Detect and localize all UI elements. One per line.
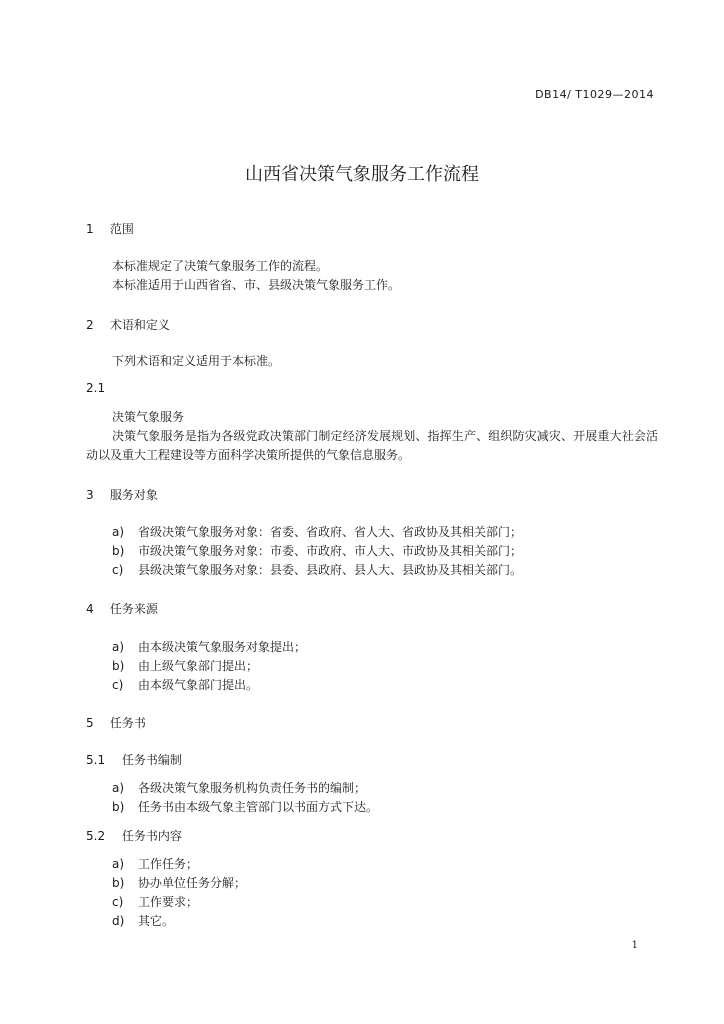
section-number: 5 <box>86 716 94 730</box>
section-5-heading <box>86 714 146 731</box>
list-item <box>112 638 306 655</box>
list-item <box>112 779 366 796</box>
term-name: 决策气象服务 <box>112 410 185 424</box>
list-text: 工作要求； <box>138 895 199 909</box>
list-item <box>112 798 378 815</box>
list-marker: b) <box>112 659 125 673</box>
section-title: 任务书编制 <box>121 753 182 767</box>
section-4-heading <box>86 600 158 617</box>
section-2-heading <box>86 316 170 333</box>
section-title: 任务书 <box>109 716 146 730</box>
list-text: 其它。 <box>138 914 175 928</box>
list-marker: c) <box>112 895 124 909</box>
list-text: 由上级气象部门提出； <box>138 659 259 673</box>
list-item <box>112 657 258 674</box>
paragraph: 本标准适用于山西省省、市、县级决策气象服务工作。 <box>112 278 401 292</box>
list-item <box>112 676 258 693</box>
list-text: 由本级决策气象服务对象提出； <box>138 640 307 654</box>
list-item <box>112 561 522 578</box>
section-3-heading <box>86 486 158 503</box>
list-text: 市级决策气象服务对象：市委、市政府、市人大、市政协及其相关部门； <box>138 544 523 558</box>
list-item <box>112 893 198 910</box>
page-number: 1 <box>631 940 638 951</box>
section-number: 5.2 <box>86 829 106 843</box>
list-text: 省级决策气象服务对象：省委、省政府、省人大、省政协及其相关部门； <box>138 525 523 539</box>
list-item <box>112 855 198 872</box>
section-number: 5.1 <box>86 753 106 767</box>
list-item <box>112 874 246 891</box>
section-1-heading <box>86 220 134 237</box>
list-marker: b) <box>112 876 125 890</box>
list-item <box>112 912 174 929</box>
section-title: 术语和定义 <box>109 318 170 332</box>
document-title: 山西省决策气象服务工作流程 <box>245 164 479 185</box>
list-marker: a) <box>112 525 125 539</box>
list-text: 任务书由本级气象主管部门以书面方式下达。 <box>138 800 379 814</box>
list-marker: a) <box>112 857 125 871</box>
section-number: 2.1 <box>86 381 106 395</box>
list-text: 由本级气象部门提出。 <box>138 678 259 692</box>
standard-code: DB14/ T1029—2014 <box>535 88 654 101</box>
section-title: 任务来源 <box>109 602 158 616</box>
term-definition: 决策气象服务是指为各级党政决策部门制定经济发展规划、指挥生产、组织防灾减灾、开展重大社会活动以及重大工程建设等方面科学决策所提供的气象信息服务。 <box>86 429 658 462</box>
section-2-1-heading <box>86 381 106 395</box>
list-text: 协办单位任务分解； <box>138 876 247 890</box>
section-title: 服务对象 <box>109 488 158 502</box>
section-number: 1 <box>86 222 94 236</box>
list-marker: c) <box>112 563 124 577</box>
list-text: 县级决策气象服务对象：县委、县政府、县人大、县政协及其相关部门。 <box>138 563 523 577</box>
list-marker: b) <box>112 800 125 814</box>
list-marker: c) <box>112 678 124 692</box>
paragraph: 下列术语和定义适用于本标准。 <box>112 354 281 368</box>
list-marker: b) <box>112 544 125 558</box>
section-title: 任务书内容 <box>121 829 182 843</box>
section-title: 范围 <box>109 222 134 236</box>
list-marker: a) <box>112 781 125 795</box>
section-number: 4 <box>86 602 94 616</box>
list-text: 各级决策气象服务机构负责任务书的编制； <box>138 781 367 795</box>
section-5-1-heading <box>86 751 182 768</box>
section-5-2-heading <box>86 827 182 844</box>
list-item <box>112 542 522 559</box>
list-marker: a) <box>112 640 125 654</box>
list-text: 工作任务； <box>138 857 199 871</box>
list-item <box>112 523 522 540</box>
section-number: 3 <box>86 488 94 502</box>
list-marker: d) <box>112 914 125 928</box>
paragraph: 本标准规定了决策气象服务工作的流程。 <box>112 259 329 273</box>
section-number: 2 <box>86 318 94 332</box>
